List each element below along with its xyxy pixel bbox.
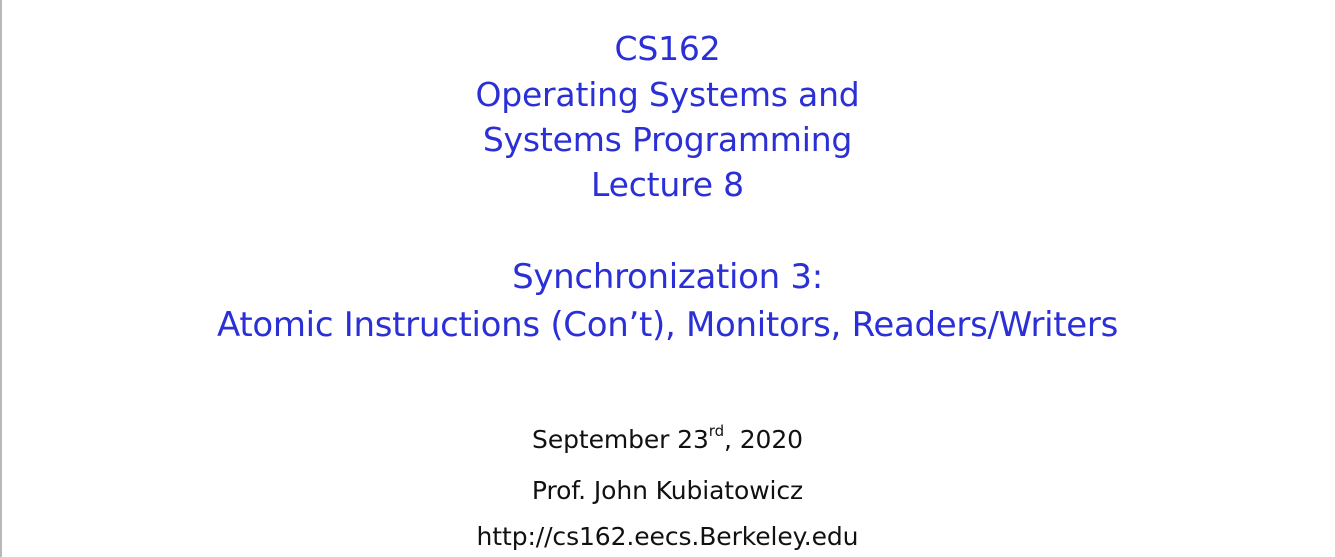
professor-name: Prof. John Kubiatowicz xyxy=(531,476,804,505)
course-title-line-1: Operating Systems and xyxy=(475,75,860,114)
lecture-date-ordinal: rd xyxy=(708,421,725,440)
lecture-date-main: September 23 xyxy=(532,425,709,454)
course-code: CS162 xyxy=(614,29,721,68)
lecture-date xyxy=(0,421,1335,454)
lecture-subtitle-line-2: Atomic Instructions (Con’t), Monitors, Readers/Writers xyxy=(216,305,1119,345)
lecture-number: Lecture 8 xyxy=(591,165,744,204)
course-title-line-2: Systems Programming xyxy=(482,120,853,159)
course-url: http://cs162.eecs.Berkeley.edu xyxy=(476,522,859,551)
lecture-date-year: , 2020 xyxy=(724,425,803,454)
lecture-subtitle-line-1: Synchronization 3: xyxy=(512,257,823,297)
